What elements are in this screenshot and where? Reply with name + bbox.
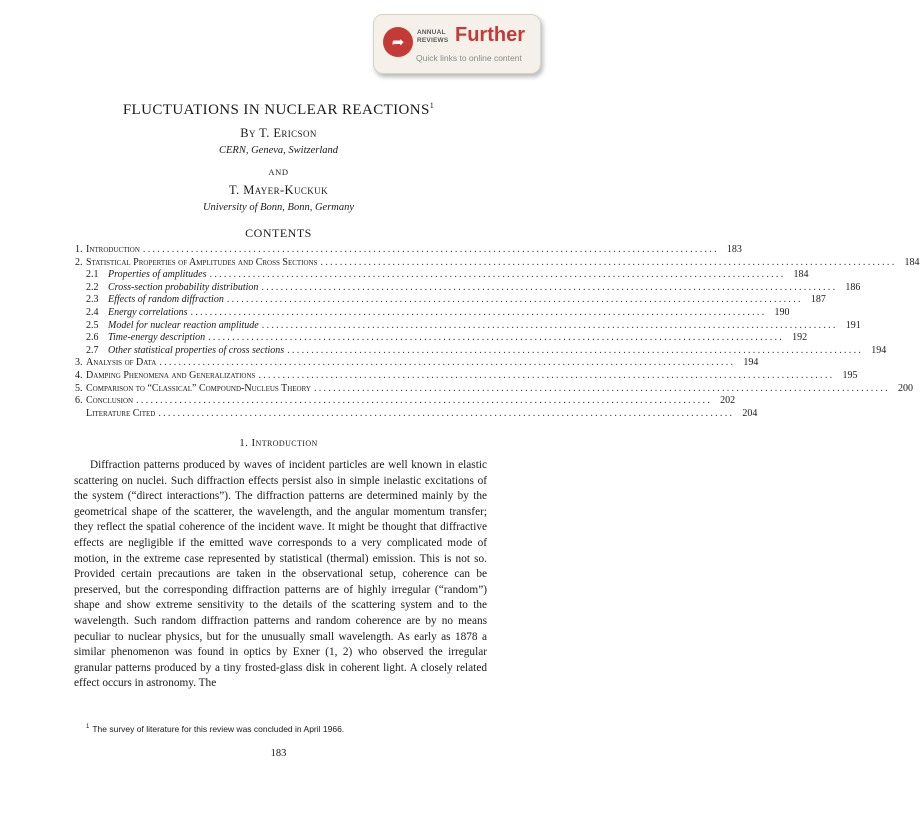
toc-entry (75, 269, 809, 282)
annual-reviews-logo-icon: ➦ (383, 27, 413, 57)
contents-heading: CONTENTS (245, 226, 312, 240)
toc-page-number: 194 (743, 357, 759, 369)
toc-number: 5. (75, 382, 83, 394)
toc-page-number: 195 (842, 369, 858, 381)
toc-leader-dots: ........................................................................................................................ (158, 407, 735, 419)
toc-leader-dots: ........................................................................................................................ (208, 332, 785, 344)
toc-title: Conclusion (86, 395, 134, 407)
toc-number: 2.1 (86, 269, 99, 281)
toc-leader-dots: ........................................................................................................................ (209, 269, 786, 281)
toc-title: Time-energy description (108, 332, 206, 344)
toc-leader-dots: ........................................................................................................................ (287, 344, 864, 356)
toc-entry (75, 344, 887, 358)
toc-leader-dots: ........................................................................................................................ (258, 369, 835, 381)
toc-page-number: 186 (845, 281, 861, 293)
toc-title: Properties of amplitudes (108, 269, 207, 281)
toc-title: Damping Phenomena and Generalizations (86, 369, 256, 381)
toc-title: Cross-section probability distribution (108, 281, 259, 293)
toc-number: 2. (75, 256, 83, 268)
toc-leader-dots: ........................................................................................................................ (142, 244, 719, 255)
table-of-contents (75, 244, 920, 420)
toc-entry (75, 382, 913, 396)
author-2: T. Mayer-Kuckuk (229, 183, 328, 197)
badge-subtitle: Quick links to online content (416, 53, 522, 63)
affiliation-2: University of Bonn, Bonn, Germany (202, 202, 355, 213)
toc-title: Comparison to “Classical” Compound-Nucleus Theory (86, 382, 311, 394)
toc-title: Introduction (86, 244, 140, 255)
toc-entry (75, 395, 736, 408)
toc-number: 2.3 (86, 294, 99, 306)
toc-number: 2.4 (86, 306, 99, 318)
toc-page-number: 202 (720, 395, 736, 407)
toc-leader-dots: ........................................................................................................................ (190, 306, 767, 318)
toc-leader-dots: ........................................................................................................................ (313, 382, 890, 394)
toc-number: 4. (75, 369, 83, 381)
author-conjunction: AND (268, 167, 289, 177)
footnote-mark: 1 (86, 724, 90, 731)
badge-publisher: ANNUAL REVIEWS (417, 29, 449, 44)
toc-leader-dots: ........................................................................................................................ (159, 357, 736, 369)
toc-leader-dots: ........................................................................................................................ (261, 281, 838, 293)
toc-title: Effects of random diffraction (108, 294, 224, 306)
toc-entry (75, 306, 790, 320)
author-1: By T. Ericson (240, 126, 317, 140)
toc-number: 1. (75, 244, 83, 255)
toc-title: Other statistical properties of cross sections (108, 344, 285, 356)
toc-number: 6. (75, 395, 83, 407)
toc-page-number: 190 (774, 306, 790, 318)
article-title: FLUCTUATIONS IN NUCLEAR REACTIONS$^1$ (122, 101, 435, 118)
toc-page-number: 192 (792, 332, 808, 344)
toc-entry (75, 369, 858, 383)
toc-page-number: 184 (793, 269, 809, 281)
toc-number: 2.7 (86, 344, 99, 356)
body-text (74, 458, 487, 692)
toc-title: Statistical Properties of Amplitudes and Cross Sections (86, 256, 318, 268)
toc-page-number: 183 (726, 244, 742, 255)
page-number: 183 (270, 748, 287, 759)
toc-entry (75, 357, 759, 370)
title-footnote-mark: 1 (429, 101, 435, 110)
toc-entry (75, 244, 742, 257)
toc-leader-dots: ........................................................................................................................ (136, 395, 713, 407)
toc-page-number: 187 (810, 294, 826, 306)
footnote: $^1$ The survey of literature for this review was concluded in April 1966. (86, 724, 345, 734)
toc-leader-dots: ........................................................................................................................ (226, 294, 803, 306)
toc-page-number: 184 (904, 256, 920, 268)
toc-number: 2.6 (86, 332, 99, 344)
affiliation-1: CERN, Geneva, Switzerland (219, 145, 338, 156)
toc-number: 2.5 (86, 319, 99, 331)
toc-title: Energy correlations (108, 306, 188, 318)
badge-further-label: Further (455, 24, 525, 46)
toc-page-number: 200 (897, 382, 913, 394)
toc-page-number: 191 (845, 319, 861, 331)
toc-leader-dots: ........................................................................................................................ (261, 319, 838, 331)
toc-entry (75, 319, 861, 333)
toc-entry (75, 294, 826, 307)
toc-title: Literature Cited (86, 407, 156, 419)
body-paragraph: Diffraction patterns produced by waves of incident particles are well known in elastic scattering on nuclei. Such diffraction effects persist also in simple inelastic excitations of the system (“direct interactions”). The diffraction patterns are determined mainly by the geometrical shape of the scatterer, the wavelength, and the angular momentum transfer; they reflect the spatial coherence of the incident wave. It might be thought that diffractive effects are negligible if the emitted wave corresponds to a very complicated mode of motion, in the extreme case represented by statistical (thermal) emission. This is not so. Provided certain precautions are taken in the observational setup, coherence can be preserved, but the corresponding diffraction patterns are of highly irregular (“random”) shape and show extreme sensitivity to the details of the scattering system and to the wavelength. Such random diffraction patterns and random coherence are by no means peculiar to nuclear physics, but for the unusually small wavelength. As early as 1878 a similar phenomenon was found in optics by Exner (1, 2) who observed the irregular granular patterns produced by a tiny frosted-glass disk in coherent light. A closely related effect occurs in astronomy. The (74, 459, 487, 690)
further-links-badge[interactable] (373, 14, 541, 74)
toc-entry (75, 281, 861, 295)
toc-entry (75, 256, 920, 270)
toc-number: 2.2 (86, 281, 99, 293)
toc-number: 3. (75, 357, 83, 369)
section-heading: 1. Introduction (239, 437, 318, 449)
toc-title: Analysis of Data (86, 357, 157, 369)
toc-entry (75, 332, 808, 345)
toc-title: Model for nuclear reaction amplitude (108, 319, 259, 331)
toc-entry (75, 407, 758, 421)
toc-page-number: 204 (742, 407, 758, 419)
toc-page-number: 194 (871, 344, 887, 356)
toc-leader-dots: ........................................................................................................................ (320, 256, 897, 268)
